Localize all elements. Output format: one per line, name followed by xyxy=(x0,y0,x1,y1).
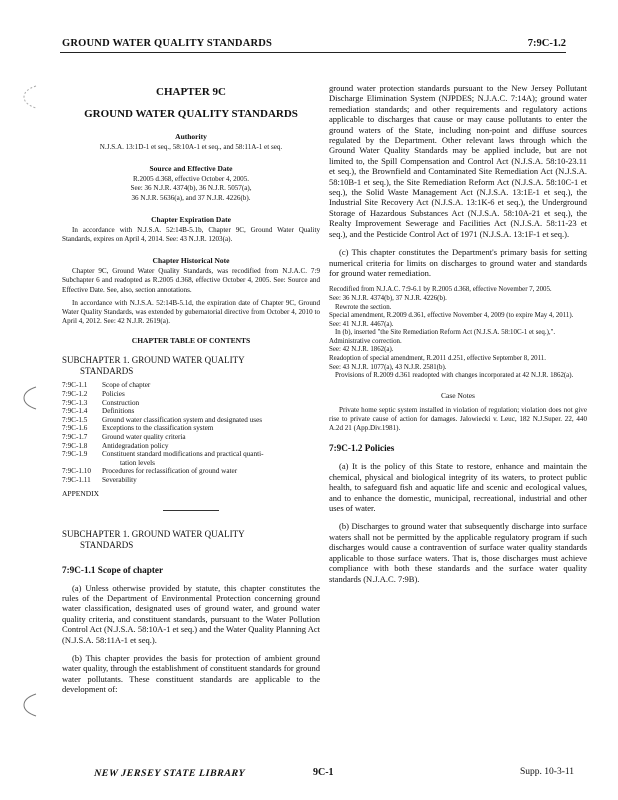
expiration-heading: Chapter Expiration Date xyxy=(151,214,231,224)
section-divider xyxy=(163,510,219,511)
left-column xyxy=(62,84,320,703)
toc-item-number: 7:9C-1.4 xyxy=(62,407,88,416)
paragraph-1-1-b-continued: ground water protection standards pursuant to the New Jersey Pollutant Discharge Elimination System (NJPDES; N.J.A.C. 7:14A); ground water remediation standards; and other requirements and regulatory actions applicable to discharges that cause or may cause pollutants to enter the ground waters of the State, including non-point and diffuse sources regulated by the Department. Other relevant laws through which the Ground Water Quality Standards may be applied include, but are not limited to, the Spill Compensation and Control Act (N.J.S.A. 58:10-23.11 et seq.), the Brownfield and Contaminated Site Remediation Act (N.J.S.A. 58:10B-1 et seq.), the Site Remediation Reform Act (N.J.S.A. 58:10C-1 et seq.), the Solid Waste Management Act (N.J.S.A. 13:1E-1 et seq.), the Industrial Site Recovery Act (N.J.S.A. 13:1K-6 et seq.), the Underground Storage of Hazardous Substances Act (N.J.S.A. 58:10A-21 et seq.), the Realty Improvement Sewerage and Facilities Act (N.J.S.A. 58:11-23 et seq.), and the Pesticide Control Act of 1971 (N.J.S.A. 13:1F-1 et seq.). xyxy=(329,83,587,239)
punch-hole-bottom xyxy=(22,692,40,718)
toc-item-number: 7:9C-1.2 xyxy=(62,390,88,399)
toc-appendix[interactable]: APPENDIX xyxy=(62,488,100,498)
history-line: See: 43 N.J.R. 1077(a), 43 N.J.R. 2581(b). xyxy=(329,363,447,371)
toc-item-title xyxy=(102,450,320,467)
toc-item-title: Construction xyxy=(102,398,140,407)
paragraph-1-1-c: (c) This chapter constitutes the Department's primary basis for setting numerical criteria for limits on discharges to ground water and standards for ground water remediation. xyxy=(329,247,587,278)
source-line-2: See: 36 N.J.R. 4374(b), 36 N.J.R. 5057(a), xyxy=(130,184,252,193)
toc-item[interactable] xyxy=(62,450,320,467)
paragraph-1-1-b: (b) This chapter provides the basis for protection of ambient ground water quality, through the establishment of constituent standards for ground water pollutants. These constituent standards are applicable to the development of: xyxy=(62,653,320,695)
authority-heading: Authority xyxy=(175,132,207,141)
history-line: Recodified from N.J.A.C. 7:9-6.1 by R.2005 d.368, effective November 7, 2005. xyxy=(329,286,552,294)
subchapter-title-line-1: SUBCHAPTER 1. GROUND WATER QUALITY xyxy=(62,528,245,539)
right-column xyxy=(329,83,587,592)
expiration-text: In accordance with N.J.S.A. 52:14B-5.1b, Chapter 9C, Ground Water Quality Standards, expires on April 4, 2014. See: 43 N.J.R. 1203(a). xyxy=(62,225,320,244)
toc-item-number: 7:9C-1.10 xyxy=(62,467,91,476)
toc-item[interactable] xyxy=(62,442,320,451)
toc-subchapter-title xyxy=(62,355,320,377)
rule-heading-1-2: 7:9C-1.2 Policies xyxy=(329,443,395,454)
toc-item[interactable] xyxy=(62,381,320,390)
toc-item-number: 7:9C-1.5 xyxy=(62,415,88,424)
toc-item[interactable] xyxy=(62,476,320,485)
toc-item-number: 7:9C-1.11 xyxy=(62,475,91,484)
toc-item[interactable] xyxy=(62,467,320,476)
toc-item-title: Antidegradation policy xyxy=(102,441,169,450)
toc-item-number: 7:9C-1.1 xyxy=(62,381,88,390)
toc-item-number: 7:9C-1.6 xyxy=(62,424,88,433)
subchapter-title-line-2: STANDARDS xyxy=(80,539,134,550)
toc-item[interactable] xyxy=(62,433,320,442)
toc-subchapter-line-2: STANDARDS xyxy=(80,366,134,377)
paragraph-1-2-b: (b) Discharges to ground water that subsequently discharge into surface waters shall not be permitted by the applicable regulatory program if such discharges would cause a contravention of surface water quality standards applicable to those surface waters. That is, those discharges must achieve compliance with both these standards and the surface water quality standards (N.J.A.C. 7:9B). xyxy=(329,521,587,584)
toc-heading: CHAPTER TABLE OF CONTENTS xyxy=(131,336,251,346)
toc-item-title: Scope of chapter xyxy=(102,381,151,390)
toc-item-title: Severability xyxy=(102,475,137,484)
toc-item-title: Exceptions to the classification system xyxy=(102,424,214,433)
history-line: Rewrote the section. xyxy=(335,303,392,311)
toc-item[interactable] xyxy=(62,399,320,408)
toc-item-number: 7:9C-1.8 xyxy=(62,441,88,450)
source-line-3: 36 N.J.R. 5636(a), and 37 N.J.R. 4226(b). xyxy=(131,193,251,202)
toc-subchapter-line-1: SUBCHAPTER 1. GROUND WATER QUALITY xyxy=(62,355,245,366)
case-note: Private home septic system installed in violation of regulation; violation does not give rise to private cause of action for damages. Jalowiecki v. Leuc, 182 N.J.Super. 22, 440 A.2d 21 (App.Div.1981). xyxy=(329,405,587,433)
toc-item[interactable] xyxy=(62,416,320,425)
toc-item-title-line-2: tation levels xyxy=(120,458,155,467)
authority-text: N.J.S.A. 13:1D-1 et seq., 58:10A-1 et seq., and 58:11A-1 et seq. xyxy=(99,143,283,151)
punch-hole-top xyxy=(22,84,40,110)
history-line: In (b), inserted "the Site Remediation Reform Act (N.J.S.A. 58:10C-1 et seq.),". xyxy=(335,329,556,337)
case-notes-heading: Case Notes xyxy=(441,390,475,400)
library-stamp: NEW JERSEY STATE LIBRARY xyxy=(93,768,246,779)
paragraph-1-1-a: (a) Unless otherwise provided by statute, this chapter constitutes the rules of the Department of Environmental Protection concerning ground water classification, designated uses of ground water, and ground water quality criteria, and constituent standards, pursuant to the Water Pollution Control Act (N.J.S.A. 58:10A-1 et seq.) and the Water Quality Planning Act (N.J.S.A. 58:11A-1 et seq.). xyxy=(62,582,320,645)
subchapter-title xyxy=(62,529,320,551)
toc-item-title: Ground water classification system and designated uses xyxy=(102,415,263,424)
running-header-title: GROUND WATER QUALITY STANDARDS xyxy=(62,38,273,49)
history-line: See: 42 N.J.R. 1862(a). xyxy=(329,346,394,354)
page-number: 9C-1 xyxy=(313,767,334,778)
history-line: Provisions of R.2009 d.361 readopted with changes incorporated at 42 N.J.R. 1862(a). xyxy=(335,372,574,380)
toc-item-title: Definitions xyxy=(102,407,135,416)
toc-item-title: Procedures for reclassification of ground water xyxy=(102,467,238,476)
toc-item-number: 7:9C-1.9 xyxy=(62,450,88,459)
toc-item-title: Policies xyxy=(102,390,125,399)
toc-list xyxy=(62,381,320,484)
section-history xyxy=(329,286,587,381)
chapter-title: CHAPTER 9C xyxy=(156,86,226,98)
toc-item[interactable] xyxy=(62,424,320,433)
historical-heading: Chapter Historical Note xyxy=(152,256,230,266)
historical-note-2: In accordance with N.J.S.A. 52:14B-5.1d, the expiration date of Chapter 9C, Ground Water Quality Standards, was extended by gubernatorial directive from October 4, 2010 to April 4, 2012. See: 42 N.J.R. 2619(a). xyxy=(62,298,320,326)
history-line: See: 36 N.J.R. 4374(b), 37 N.J.R. 4226(b). xyxy=(329,294,447,302)
history-line: Special amendment, R.2009 d.361, effective November 4, 2009 (to expire May 4, 2011). xyxy=(329,312,574,320)
punch-hole-middle xyxy=(22,385,40,411)
rule-heading-1-1: 7:9C-1.1 Scope of chapter xyxy=(62,564,164,575)
history-line: Administrative correction. xyxy=(329,337,402,345)
toc-item-title: Ground water quality criteria xyxy=(102,433,186,441)
toc-item[interactable] xyxy=(62,390,320,399)
source-line-1: R.2005 d.368, effective October 4, 2005. xyxy=(132,175,250,184)
toc-item[interactable] xyxy=(62,407,320,416)
history-line: Readoption of special amendment, R.2011 d.251, effective September 8, 2011. xyxy=(329,355,546,363)
toc-item-number: 7:9C-1.7 xyxy=(62,433,88,441)
header-rule xyxy=(60,52,566,53)
chapter-name: GROUND WATER QUALITY STANDARDS xyxy=(84,108,298,120)
running-header-section: 7:9C-1.2 xyxy=(527,38,566,49)
toc-item-number: 7:9C-1.3 xyxy=(62,398,88,407)
history-line: See: 41 N.J.R. 4467(a). xyxy=(329,320,394,328)
paragraph-1-2-a: (a) It is the policy of this State to restore, enhance and maintain the chemical, physical and biological integrity of its waters, to protect public health, to safeguard fish and aquatic life and scenic and ecological values, and to enhance the domestic, municipal, recreational, industrial and other uses of water. xyxy=(329,461,587,514)
supplement-date: Supp. 10-3-11 xyxy=(520,767,575,777)
historical-note-1: Chapter 9C, Ground Water Quality Standards, was recodified from N.J.A.C. 7:9 Subchapter 6 and readopted as R.2005 d.368, effective October 4, 2005. See: Source and Effective Date. See, also, section annotations. xyxy=(62,267,320,294)
source-heading: Source and Effective Date xyxy=(149,164,233,174)
toc-item-title-line-1: Constituent standard modifications and practical quanti- xyxy=(102,450,264,459)
